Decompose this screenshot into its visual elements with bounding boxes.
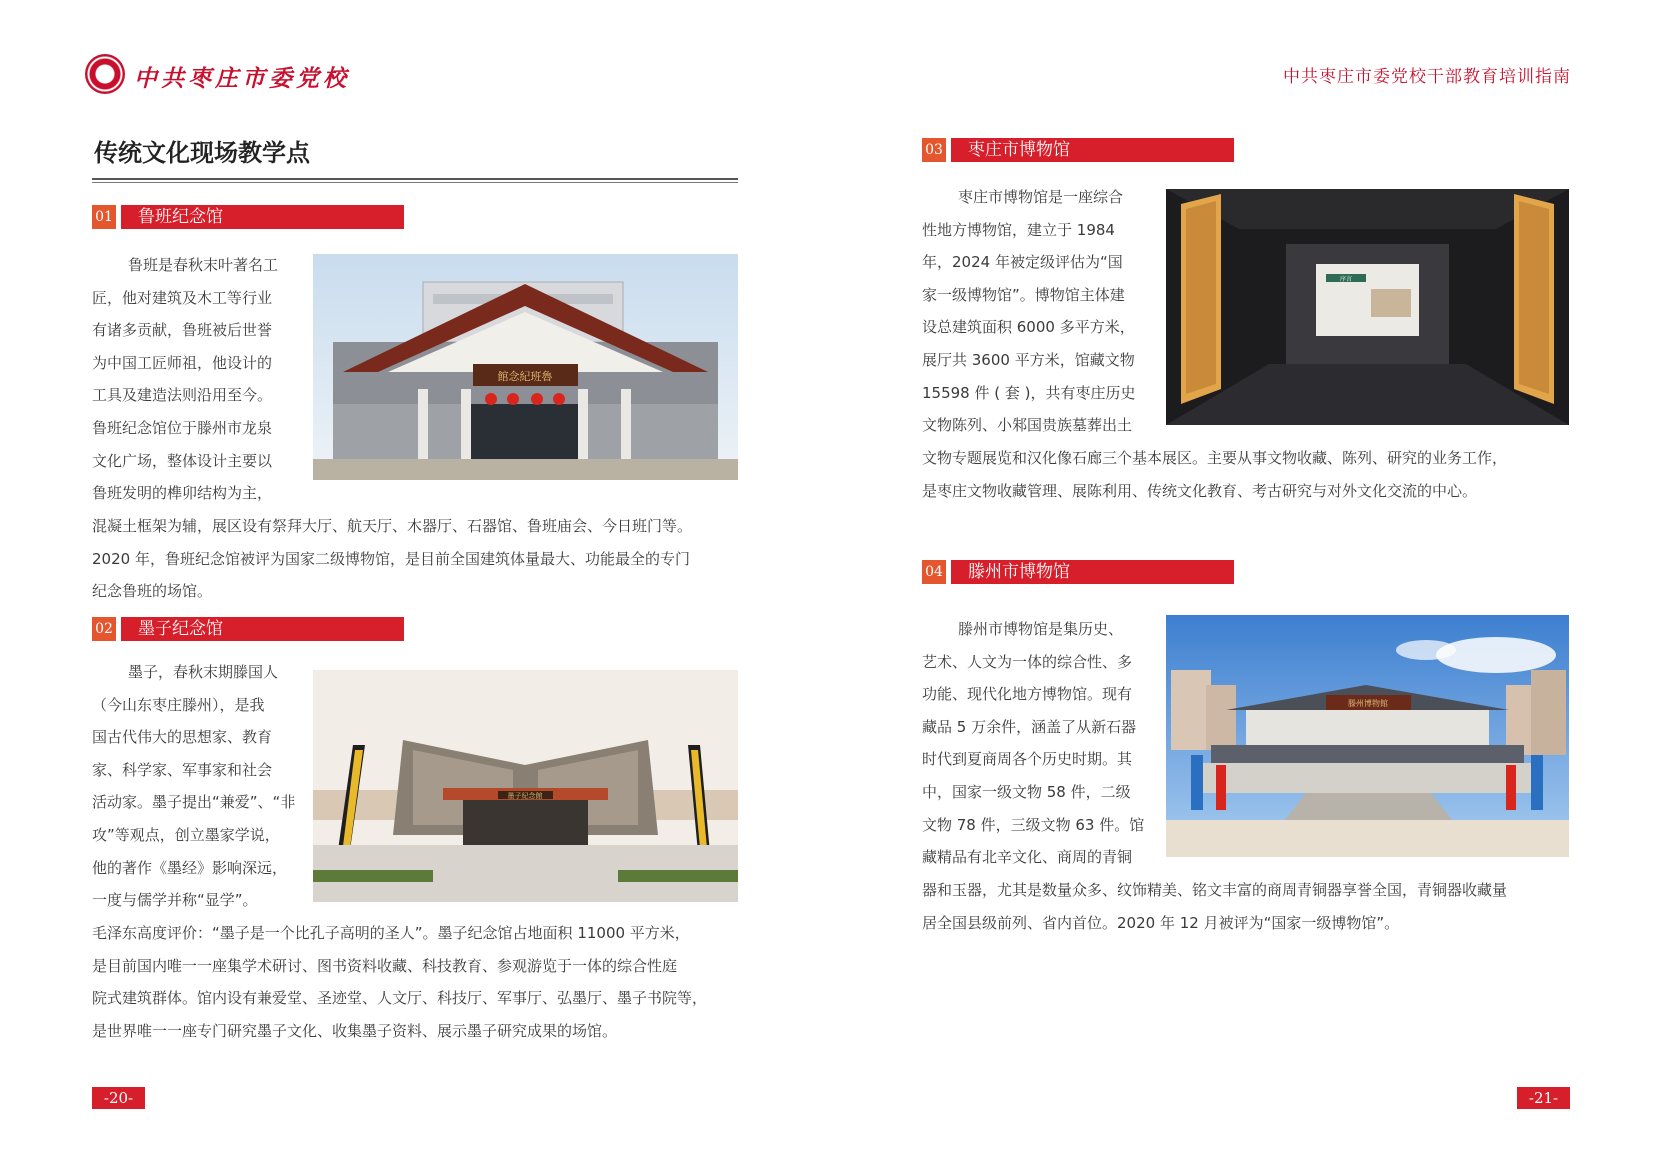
text-line: 有诸多贡献，鲁班被后世誉 — [92, 321, 273, 340]
text-line: 为中国工匠师祖，他设计的 — [92, 353, 273, 372]
text-line: 匠，他对建筑及木工等行业 — [92, 288, 273, 307]
tengzhou-museum-photo — [1166, 615, 1569, 857]
text-line: 展厅共 3600 平方米，馆藏文物 — [922, 350, 1135, 369]
section-01-wrap-text — [92, 249, 300, 510]
text-line: 藏精品有北辛文化、商周的青铜 — [922, 848, 1133, 867]
text-line: 15598 件 ( 套 )，共有枣庄历史 — [922, 383, 1136, 402]
text-line: 工具及建造法则沿用至今。 — [92, 386, 273, 405]
section-03-wrap-text — [922, 181, 1152, 442]
zaozhuang-museum-photo — [1166, 189, 1569, 425]
luban-memorial-photo — [313, 254, 738, 480]
section-04-wrap-text — [922, 613, 1152, 874]
section-02-full-text — [92, 917, 738, 1047]
section-01-full-text — [92, 510, 738, 608]
text-line: 鲁班纪念馆位于滕州市龙泉 — [92, 418, 273, 437]
section-02-wrap-text — [92, 656, 300, 917]
photo-sign-text: 序言 — [1339, 276, 1353, 283]
text-line: 混凝土框架为辅，展区设有祭拜大厅、航天厅、木器厅、石器馆、鲁班庙会、今日班门等。 — [92, 517, 693, 535]
photo-sign-text: 滕州博物館 — [1348, 699, 1388, 708]
text-line: 一度与儒学并称“显学”。 — [92, 891, 258, 910]
text-line: （今山东枣庄滕州），是我 — [92, 695, 265, 714]
text-line: 纪念鲁班的场馆。 — [92, 582, 213, 601]
mozi-memorial-photo — [313, 670, 738, 902]
text-line: 器和玉器，尤其是数量众多、纹饰精美、铭文丰富的商周青铜器享誉全国，青铜器收藏量 — [922, 881, 1508, 899]
guide-title: 中共枣庄市委党校干部教育培训指南 — [1283, 67, 1571, 87]
text-line: 活动家。墨子提出“兼爱”、“非 — [92, 793, 296, 812]
section-number: 03 — [922, 138, 946, 162]
section-header-01 — [92, 205, 412, 229]
text-line: 藏品 5 万余件，涵盖了从新石器 — [922, 717, 1137, 736]
text-line: 院式建筑群体。馆内设有兼爱堂、圣迹堂、人文厅、科技厅、军事厅、弘墨厅、墨子书院等， — [92, 989, 708, 1008]
text-line: 文物 78 件，三级文物 63 件。馆 — [922, 815, 1145, 834]
photo-sign-text: 墨子紀念館 — [507, 792, 543, 800]
text-line: 家、科学家、军事家和社会 — [92, 760, 273, 779]
text-line: 艺术、人文为一体的综合性、多 — [922, 652, 1133, 671]
text-line: 设总建筑面积 6000 多平方米， — [922, 318, 1135, 337]
page-number-left: -20- — [92, 1087, 145, 1109]
text-line: 他的著作《墨经》影响深远， — [92, 858, 288, 877]
text-line: 是世界唯一一座专门研究墨子文化、收集墨子资料、展示墨子研究成果的场馆。 — [92, 1021, 618, 1040]
text-line: 年，2024 年被定级评估为“国 — [922, 253, 1123, 272]
text-line: 是目前国内唯一一座集学术研讨、图书资料收藏、科技教育、参观游览于一体的综合性庭 — [92, 956, 678, 975]
section-03-full-text — [922, 442, 1570, 507]
text-line: 家一级博物馆”。博物馆主体建 — [922, 285, 1125, 304]
text-line: 功能、现代化地方博物馆。现有 — [922, 685, 1133, 704]
text-line: 中，国家一级文物 58 件，二级 — [922, 782, 1131, 801]
text-line: 鲁班是春秋末叶著名工 — [128, 256, 279, 274]
text-line: 攻”等观点，创立墨家学说， — [92, 825, 280, 844]
photo-sign-text: 館念紀班魯 — [497, 370, 553, 383]
text-line: 枣庄市博物馆是一座综合 — [958, 188, 1124, 206]
section-heading: 枣庄市博物馆 — [951, 138, 1234, 162]
text-line: 文物陈列、小邾国贵族墓葬出土 — [922, 416, 1133, 435]
text-line: 鲁班发明的榫卯结构为主， — [92, 484, 273, 503]
text-line: 文物专题展览和汉化像石廊三个基本展区。主要从事文物收藏、陈列、研究的业务工作， — [922, 449, 1508, 467]
section-header-03 — [922, 138, 1242, 162]
text-line: 性地方博物馆，建立于 1984 — [922, 220, 1115, 239]
text-line: 滕州市博物馆是集历史、 — [958, 620, 1124, 638]
text-line: 居全国县级前列、省内首位。2020 年 12 月被评为“国家一级博物馆”。 — [922, 913, 1400, 932]
text-line: 时代到夏商周各个历史时期。其 — [922, 750, 1133, 769]
page-title: 传统文化现场教学点 — [94, 138, 310, 167]
party-school-logo-icon — [85, 54, 125, 94]
logo-text: 中共枣庄市委党校 — [134, 65, 350, 92]
title-divider — [92, 178, 738, 183]
section-header-04 — [922, 560, 1242, 584]
section-number: 01 — [92, 205, 116, 229]
text-line: 是枣庄文物收藏管理、展陈利用、传统文化教育、考古研究与对外文化交流的中心。 — [922, 481, 1478, 500]
section-number: 04 — [922, 560, 946, 584]
page-number-right: -21- — [1517, 1087, 1570, 1109]
section-04-full-text — [922, 874, 1570, 939]
section-number: 02 — [92, 617, 116, 641]
text-line: 文化广场，整体设计主要以 — [92, 451, 273, 470]
text-line: 国古代伟大的思想家、教育 — [92, 728, 273, 747]
section-heading: 鲁班纪念馆 — [121, 205, 404, 229]
text-line: 墨子，春秋末期滕国人 — [128, 663, 279, 681]
text-line: 2020 年，鲁班纪念馆被评为国家二级博物馆，是目前全国建筑体量最大、功能最全的专门 — [92, 549, 690, 568]
section-header-02 — [92, 617, 412, 641]
section-heading: 墨子纪念馆 — [121, 617, 404, 641]
text-line: 毛泽东高度评价：“墨子是一个比孔子高明的圣人”。墨子纪念馆占地面积 11000 平方米， — [92, 924, 690, 942]
section-heading: 滕州市博物馆 — [951, 560, 1234, 584]
